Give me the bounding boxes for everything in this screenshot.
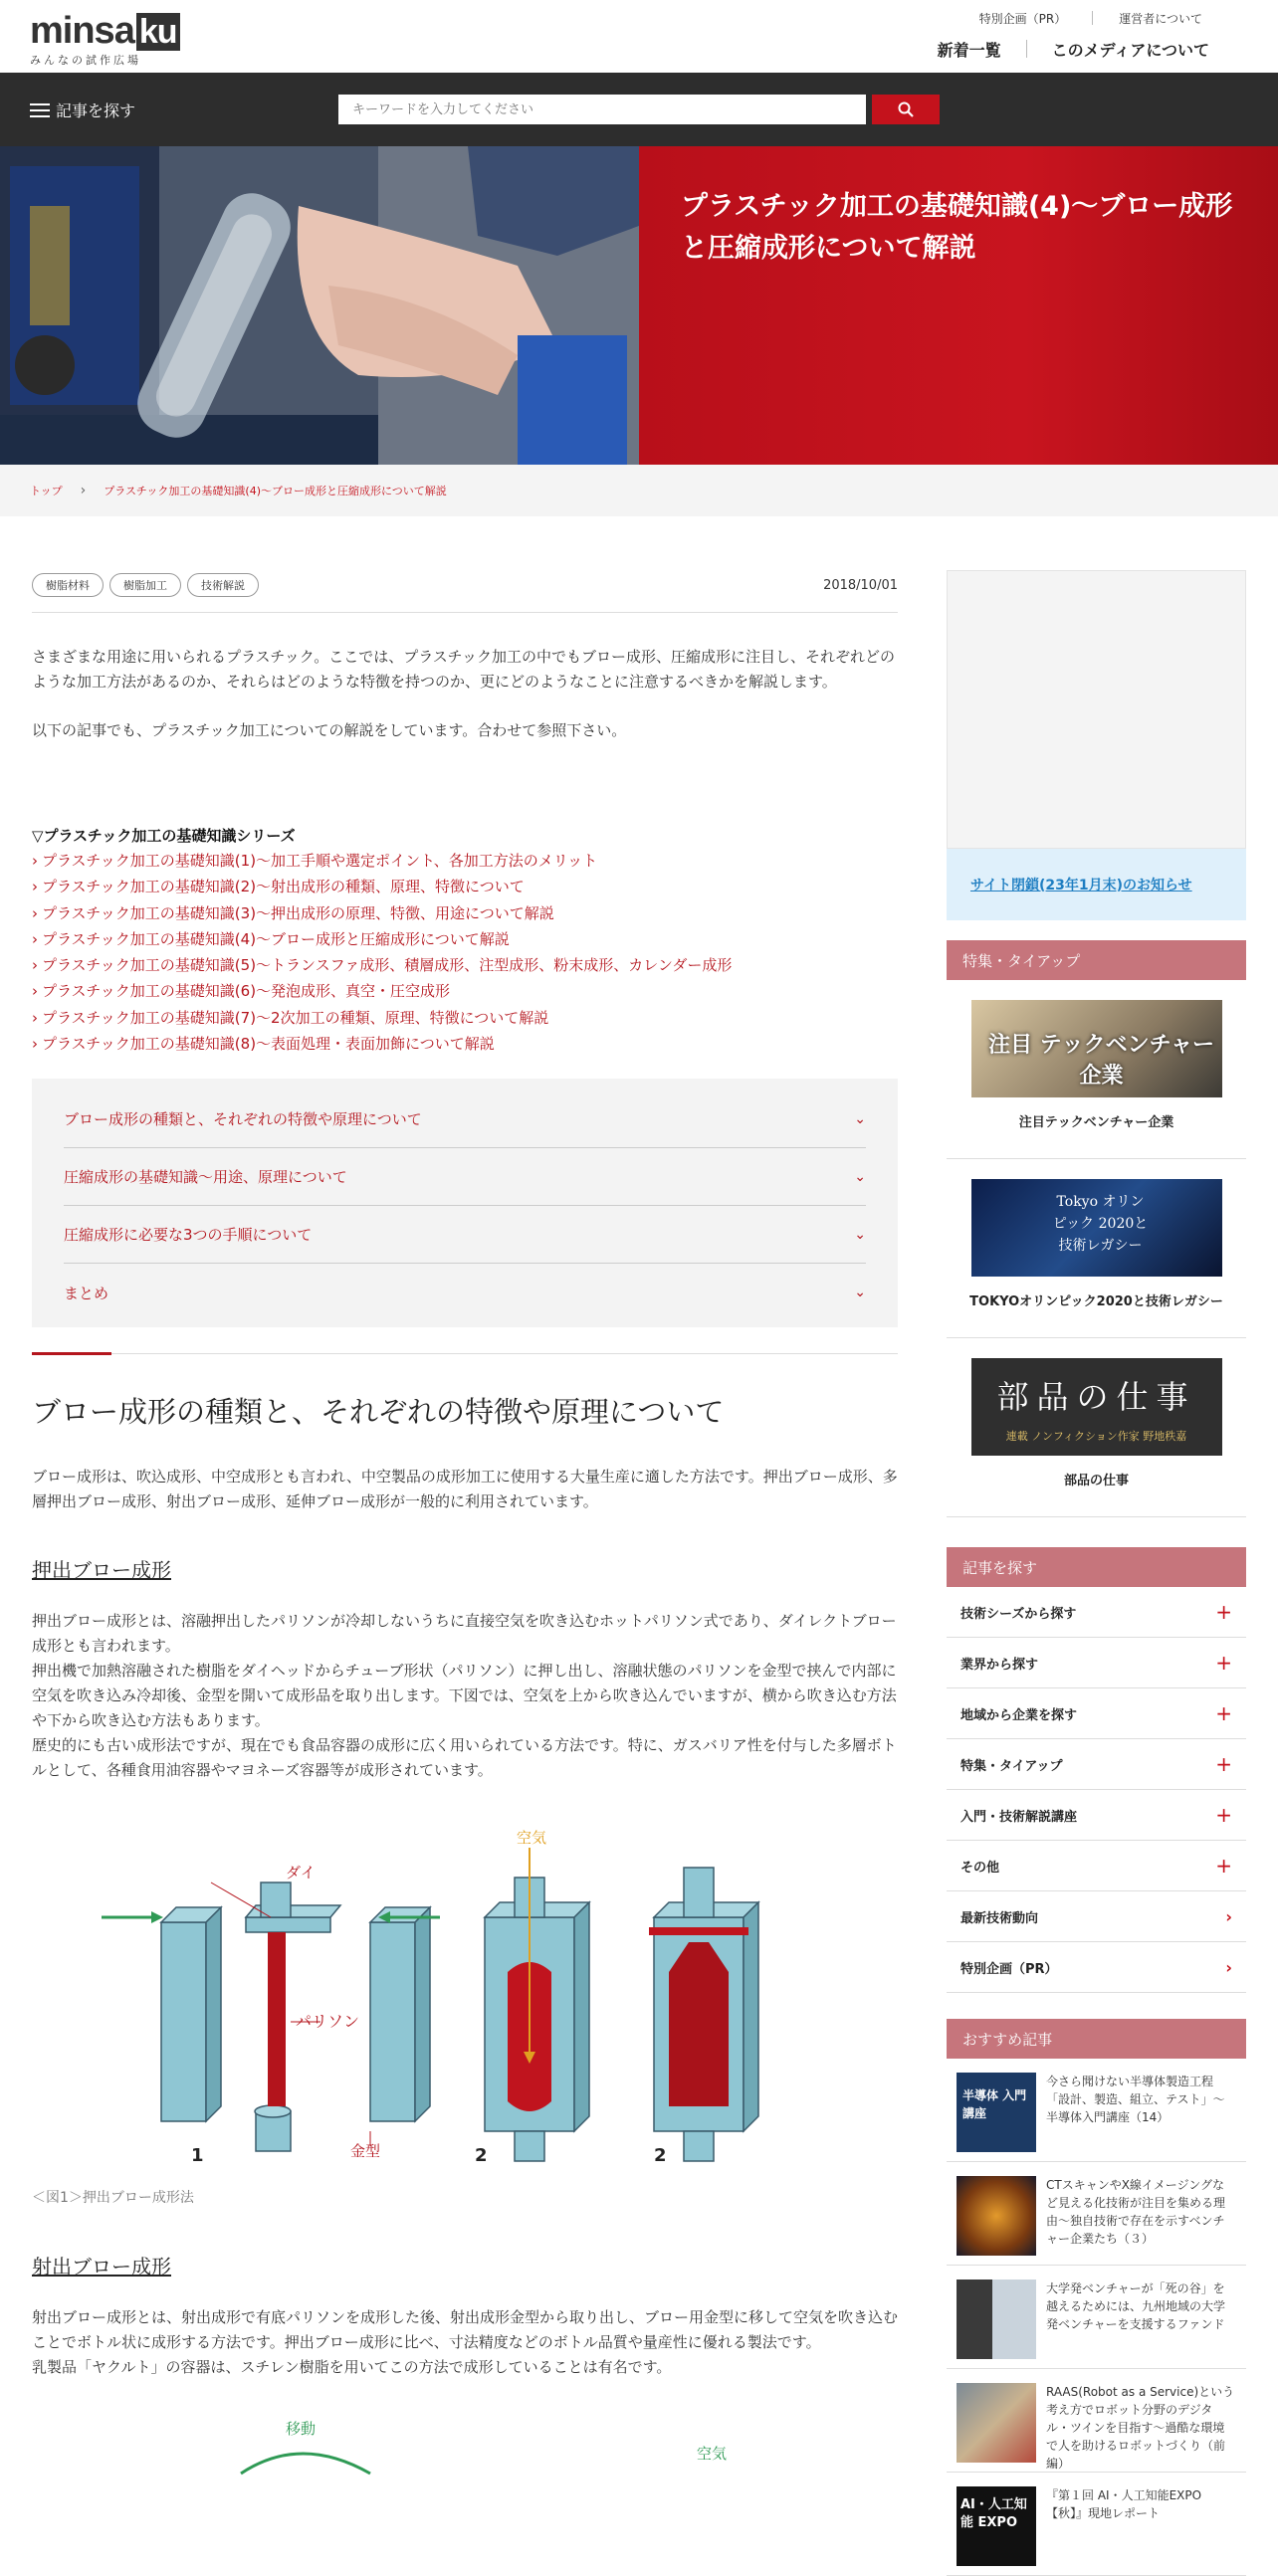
recommend-item[interactable] bbox=[947, 2162, 1246, 2266]
series-link[interactable]: › プラスチック加工の基礎知識(7)～2次加工の種類、原理、特徴について解説 bbox=[32, 1005, 898, 1031]
site-logo[interactable] bbox=[30, 12, 180, 68]
series-link[interactable]: › プラスチック加工の基礎知識(3)～押出成形の原理、特徴、用途について解説 bbox=[32, 900, 898, 926]
feature-image-text: 注目 テックベンチャー企業 bbox=[988, 1032, 1214, 1089]
label-air: 空気 bbox=[697, 2445, 728, 2464]
plus-icon: + bbox=[1215, 1854, 1232, 1878]
step-number: 2 bbox=[654, 2145, 667, 2167]
subsection-paragraph: 射出ブロー成形とは、射出成形で有底パリソンを成形した後、射出成形金型から取り出し、ブロー用金型に移して空気を吹き込むことでボトル状に成形する方法です。押出ブロー成形に比べ、寸法精度などのボトル品質や量産性に優れる製法です。 bbox=[32, 2308, 899, 2352]
step-number: 1 bbox=[191, 2145, 204, 2167]
feature-image bbox=[971, 1358, 1222, 1456]
top-links bbox=[954, 10, 1228, 27]
nav-about[interactable]: このメディアについて bbox=[1051, 41, 1209, 60]
search-button[interactable] bbox=[872, 95, 940, 124]
search-icon bbox=[898, 101, 914, 117]
series-link[interactable]: › プラスチック加工の基礎知識(6)～発泡成形、真空・圧空成形 bbox=[32, 978, 898, 1004]
site-header bbox=[0, 0, 1278, 73]
explore-label: 特別企画（PR） bbox=[960, 1961, 1058, 1977]
subsection-paragraph: 乳製品「ヤクルト」の容器は、スチレン樹脂を用いてこの方法で成形していることは有名です。 bbox=[32, 2358, 672, 2377]
chevron-down-icon: ⌄ bbox=[854, 1110, 866, 1127]
label-die: ダイ bbox=[286, 1864, 316, 1882]
feature-card[interactable] bbox=[947, 1159, 1246, 1338]
label-parison: パリソン bbox=[296, 2012, 360, 2032]
recommend-title: 今さら聞けない半導体製造工程「設計、製造、組立、テスト」〜半導体入門講座（14） bbox=[1046, 2075, 1225, 2124]
toc-item[interactable] bbox=[64, 1264, 866, 1321]
search-input[interactable] bbox=[338, 95, 866, 124]
feature-card[interactable] bbox=[947, 1338, 1246, 1517]
explore-item[interactable] bbox=[947, 1638, 1246, 1688]
subsection-paragraph: 押出機で加熱溶融された樹脂をダイヘッドからチューブ形状（パリソン）に押し出し、溶融状態のパリソンを金型で挟んで内部に空気を吹き込み冷却後、金型を開いて成形品を取り出します。下図では、空気を上から吹き込んでいますが、横から吹き込む方法や下から吹き込む方法もあります。 bbox=[32, 1662, 897, 1730]
tag[interactable]: 技術解説 bbox=[187, 573, 259, 597]
plus-icon: + bbox=[1215, 1752, 1232, 1776]
explore-label: 最新技術動向 bbox=[960, 1910, 1039, 1926]
toc-item[interactable] bbox=[64, 1206, 866, 1264]
recommend-item[interactable] bbox=[947, 2059, 1246, 2162]
tag[interactable]: 樹脂材料 bbox=[32, 573, 104, 597]
explore-item[interactable] bbox=[947, 1942, 1246, 1993]
main-nav bbox=[913, 38, 1234, 61]
publish-date: 2018/10/01 bbox=[823, 577, 898, 593]
series-list bbox=[32, 848, 898, 1057]
chevron-right-icon: › bbox=[80, 483, 87, 498]
features-heading: 特集・タイアップ bbox=[947, 940, 1246, 980]
feature-image bbox=[971, 1179, 1222, 1277]
feature-label: TOKYOオリンピック2020と技術レガシー bbox=[969, 1294, 1223, 1309]
breadcrumb-current[interactable]: プラスチック加工の基礎知識(4)～ブロー成形と圧縮成形について解説 bbox=[104, 485, 447, 497]
breadcrumb-home[interactable]: トップ bbox=[30, 485, 63, 497]
feature-image-text: Tokyo オリンピック 2020と 技術レガシー bbox=[1052, 1194, 1149, 1254]
hero bbox=[0, 146, 1278, 465]
intro-paragraph: さまざまな用途に用いられるプラスチック。ここでは、プラスチック加工の中でもブロー成形、圧縮成形に注目し、それぞれどのような加工方法があるのか、それらはどのような特徴を持つのか、更にどのようなことに注意するべきかを解説します。 bbox=[32, 648, 896, 691]
explore-label: 業界から探す bbox=[960, 1657, 1039, 1673]
figure-caption: ＜図1＞押出ブロー成形法 bbox=[32, 2190, 194, 2207]
explore-heading: 記事を探す bbox=[947, 1547, 1246, 1587]
recommend-heading: おすすめ記事 bbox=[947, 2019, 1246, 2059]
figure-extrusion-blow bbox=[32, 1823, 898, 2207]
chevron-down-icon: ⌄ bbox=[854, 1168, 866, 1185]
series-link[interactable]: › プラスチック加工の基礎知識(1)～加工手順や選定ポイント、各加工方法のメリット bbox=[32, 848, 898, 874]
chevron-right-icon: › bbox=[1225, 1957, 1232, 1977]
series-heading: ▽プラスチック加工の基礎知識シリーズ bbox=[32, 827, 296, 845]
recommend-item[interactable] bbox=[947, 2473, 1246, 2576]
explore-item[interactable] bbox=[947, 1739, 1246, 1790]
toc-item[interactable] bbox=[64, 1148, 866, 1206]
article-body bbox=[32, 570, 898, 2497]
toc-label: 圧縮成形の基礎知識～用途、原理について bbox=[64, 1168, 347, 1187]
explore-item[interactable] bbox=[947, 1587, 1246, 1638]
section-divider bbox=[32, 1353, 898, 1354]
sidebar bbox=[947, 570, 1246, 2576]
explore-label: その他 bbox=[960, 1860, 1000, 1876]
chevron-down-icon: ⌄ bbox=[854, 1226, 866, 1243]
breadcrumb bbox=[0, 465, 1278, 516]
plus-icon: + bbox=[1215, 1803, 1232, 1827]
recommend-title: 大学発ベンチャーが「死の谷」を越えるためには、九州地域の大学発ベンチャーを支援するファンド bbox=[1046, 2281, 1226, 2331]
logo-text: minsa ku bbox=[30, 12, 180, 51]
feature-image bbox=[971, 1000, 1222, 1097]
figure-injection-blow bbox=[32, 2414, 898, 2497]
step-number: 2 bbox=[475, 2145, 488, 2167]
logo-subtitle: みんなの試作広場 bbox=[30, 54, 141, 67]
recommend-item[interactable] bbox=[947, 2266, 1246, 2369]
menu-label: 記事を探す bbox=[56, 101, 136, 120]
feature-image-text: 部品の仕事 bbox=[996, 1378, 1196, 1416]
hamburger-icon bbox=[30, 103, 50, 117]
blow-molding-diagram bbox=[32, 1823, 898, 2171]
chevron-down-icon: ⌄ bbox=[854, 1285, 866, 1301]
notice-link[interactable]: サイト閉鎖(23年1月末)のお知らせ bbox=[947, 849, 1246, 920]
ad-space bbox=[947, 570, 1246, 849]
recommend-title: 『第１回 AI・人工知能EXPO【秋】』現地レポート bbox=[1046, 2488, 1202, 2520]
section-heading: ブロー成形の種類と、それぞれの特徴や原理について bbox=[32, 1395, 725, 1430]
explore-item[interactable] bbox=[947, 1688, 1246, 1739]
plus-icon: + bbox=[1215, 1701, 1232, 1725]
recommend-thumbnail bbox=[957, 2176, 1036, 2256]
series-link[interactable]: › プラスチック加工の基礎知識(2)～射出成形の種類、原理、特徴について bbox=[32, 874, 898, 899]
explore-item[interactable] bbox=[947, 1841, 1246, 1891]
table-of-contents bbox=[32, 1079, 898, 1327]
chevron-right-icon: › bbox=[1225, 1906, 1232, 1926]
recommend-title: CTスキャンやX線イメージングなど見える化技術が注目を集める理由〜独自技術で存在を示すベンチャー企業たち（３） bbox=[1046, 2178, 1226, 2246]
hero-image bbox=[0, 146, 639, 465]
feature-label: 注目テックベンチャー企業 bbox=[1018, 1115, 1174, 1130]
explore-label: 入門・技術解説講座 bbox=[960, 1809, 1078, 1825]
search-bar bbox=[0, 73, 1278, 146]
toc-item[interactable] bbox=[64, 1090, 866, 1148]
subsection-heading: 射出ブロー成形 bbox=[32, 2255, 171, 2279]
series-link[interactable]: › プラスチック加工の基礎知識(4)～ブロー成形と圧縮成形について解説 bbox=[32, 926, 898, 952]
explore-label: 特集・タイアップ bbox=[960, 1758, 1063, 1774]
hero-title-panel bbox=[639, 146, 1278, 465]
top-link-special[interactable]: 特別企画（PR） bbox=[978, 12, 1067, 26]
explore-item[interactable] bbox=[947, 1790, 1246, 1841]
recommend-item[interactable] bbox=[947, 2369, 1246, 2473]
intro-paragraph-2: 以下の記事でも、プラスチック加工についての解説をしています。合わせて参照下さい。 bbox=[32, 721, 627, 739]
plus-icon: + bbox=[1215, 1600, 1232, 1624]
subsection-heading: 押出ブロー成形 bbox=[32, 1558, 171, 1583]
toc-label: まとめ bbox=[64, 1284, 109, 1302]
recommend-title: RAAS(Robot as a Service)という考え方でロボット分野のデジタル・ツインを目指す〜過酷な環境で人を助けるロボットづくり（前編） bbox=[1046, 2385, 1235, 2471]
feature-label: 部品の仕事 bbox=[1063, 1474, 1129, 1488]
explore-item[interactable] bbox=[947, 1891, 1246, 1942]
subsection-paragraph: 歴史的にも古い成形法ですが、現在でも食品容器の成形に広く用いられている方法です。特に、ガスバリア性を付与した多層ボトルとして、各種食用油容器やマヨネーズ容器等が成形されています。 bbox=[32, 1736, 897, 1780]
recommend-list bbox=[947, 2059, 1246, 2576]
feature-image-subtext: 連載 ノンフィクション作家 野地秩嘉 bbox=[1005, 1430, 1187, 1443]
nav-new-list[interactable]: 新着一覧 bbox=[937, 41, 1001, 60]
series-link[interactable]: › プラスチック加工の基礎知識(5)～トランスファ成形、積層成形、注型成形、粉末成形、カレンダー成形 bbox=[32, 952, 898, 978]
label-move: 移動 bbox=[286, 2420, 317, 2439]
toc-label: 圧縮成形に必要な3つの手順について bbox=[64, 1226, 313, 1245]
explore-label: 技術シーズから探す bbox=[960, 1606, 1077, 1622]
thumbnail-text: 半導体 入門講座 bbox=[962, 2088, 1027, 2120]
tag[interactable]: 樹脂加工 bbox=[109, 573, 181, 597]
label-mold: 金型 bbox=[350, 2142, 381, 2161]
explore-label: 地域から企業を探す bbox=[960, 1707, 1078, 1723]
divider bbox=[32, 612, 898, 613]
plus-icon: + bbox=[1215, 1651, 1232, 1675]
recommend-thumbnail bbox=[957, 2279, 1036, 2359]
series-link[interactable]: › プラスチック加工の基礎知識(8)〜表面処理・表面加飾について解説 bbox=[32, 1031, 898, 1057]
thumbnail-text: AI・人工知能 EXPO bbox=[960, 2497, 1027, 2530]
tag-row bbox=[32, 570, 898, 600]
article-title: プラスチック加工の基礎知識(4)～ブロー成形と圧縮成形について解説 bbox=[681, 191, 1233, 264]
menu-button[interactable] bbox=[30, 99, 135, 121]
toc-label: ブロー成形の種類と、それぞれの特徴や原理について bbox=[64, 1110, 422, 1129]
section-paragraph: ブロー成形は、吹込成形、中空成形とも言われ、中空製品の成形加工に使用する大量生産に適した方法です。押出ブロー成形、多層押出ブロー成形、射出ブロー成形、延伸ブロー成形が一般的に利用されています。 bbox=[32, 1468, 898, 1511]
recommend-thumbnail bbox=[957, 2383, 1036, 2463]
label-air: 空気 bbox=[517, 1829, 547, 1848]
recommend-thumbnail bbox=[957, 2486, 1036, 2566]
explore-menu bbox=[947, 1587, 1246, 1993]
recommend-thumbnail bbox=[957, 2073, 1036, 2152]
feature-card[interactable] bbox=[947, 980, 1246, 1159]
subsection-paragraph: 押出ブロー成形とは、溶融押出したパリソンが冷却しないうちに直接空気を吹き込むホットパリソン式であり、ダイレクトブロー成形とも言われます。 bbox=[32, 1612, 897, 1656]
top-link-operator[interactable]: 運営者について bbox=[1119, 12, 1202, 26]
